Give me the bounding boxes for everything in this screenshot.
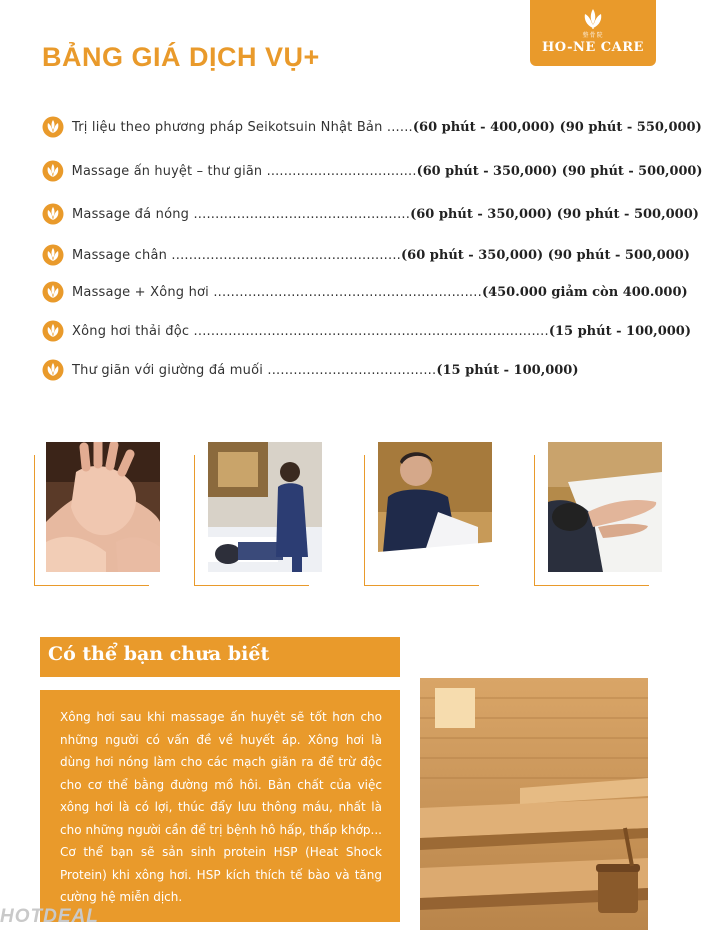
section-banner [40, 637, 400, 677]
therapist-treatment-photo [208, 442, 322, 572]
brand-name: HO-NE CARE [542, 40, 644, 55]
sauna-room-photo [420, 678, 648, 930]
lotus-leaf-icon [42, 160, 64, 182]
section-heading: Có thể bạn chưa biết [48, 643, 270, 665]
service-name: Thư giãn với giường đá muối ....................................... [72, 362, 437, 378]
info-box [40, 690, 400, 922]
service-price: (450.000 giảm còn 400.000) [481, 284, 688, 300]
service-name: Massage + Xông hơi .............................................................. [72, 284, 482, 300]
service-price: (60 phút - 400,000) (90 phút - 550,000) [412, 119, 702, 135]
price-item [42, 115, 702, 139]
service-name: Massage đá nóng .................................................. [72, 206, 411, 222]
service-price: (60 phút - 350,000) (90 phút - 500,000) [401, 247, 690, 263]
price-item [42, 358, 579, 382]
hand-massage-photo [46, 442, 160, 572]
service-price: (60 phút - 350,000) (90 phút - 500,000) [410, 206, 699, 222]
price-item [42, 243, 690, 267]
page-title: BẢNG GIÁ DỊCH VỤ+ [42, 42, 320, 72]
service-name: Massage ấn huyệt – thư giãn ................................... [71, 163, 417, 179]
towel-massage-photo [548, 442, 662, 572]
lotus-leaf-icon [580, 8, 606, 30]
service-price: (15 phút - 100,000) [548, 323, 691, 339]
info-paragraph: Xông hơi sau khi massage ấn huyệt sẽ tốt hơn cho những người có vấn đề về huyết áp. Xông hơi là dùng hơi nóng làm cho các mạch giãn ra để trừ độc cho cơ thể bằng đường mồ hôi. Bản chất của việc xông hơi là có lợi, thúc đẩy lưu thông máu, nhất là cho những người cần để trị bệnh hô hấp, thấp khớp... Cơ thể bạn sẽ sản sinh protein HSP (Heat Shock Protein) khi xông hơi. HSP kích thích tế bào và tăng cường hệ miễn dịch. [60, 710, 382, 904]
brand-cjk-mark: 整骨院 [582, 32, 604, 39]
service-price: (60 phút - 350,000) (90 phút - 500,000) [416, 163, 703, 179]
service-name: Xông hơi thải độc .................................................................................. [72, 323, 549, 339]
service-name: Massage chân ..................................................... [72, 247, 402, 263]
back-massage-photo [378, 442, 492, 572]
lotus-leaf-icon [42, 244, 64, 266]
price-item [42, 202, 699, 226]
service-name: Trị liệu theo phương pháp Seikotsuin Nhật Bản ...... [72, 119, 413, 135]
brand-logo [530, 0, 656, 66]
service-price: (15 phút - 100,000) [436, 362, 579, 378]
lotus-leaf-icon [42, 116, 64, 138]
price-item [42, 280, 688, 304]
lotus-leaf-icon [42, 281, 64, 303]
price-item [42, 159, 702, 183]
price-item [42, 319, 691, 343]
lotus-leaf-icon [42, 359, 64, 381]
lotus-leaf-icon [42, 203, 64, 225]
watermark: HOTDEAL [0, 906, 99, 927]
lotus-leaf-icon [42, 320, 64, 342]
